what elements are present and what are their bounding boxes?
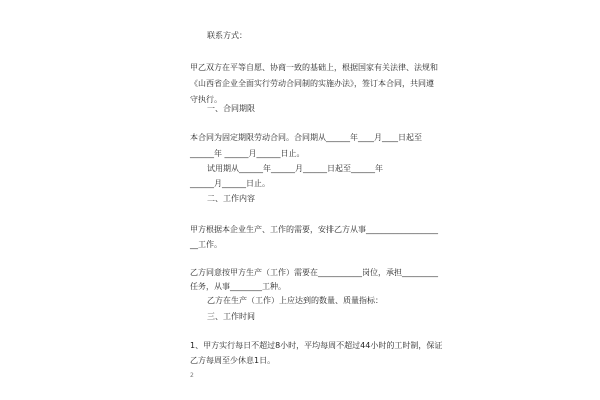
paragraph-line: ______年 ______月______日止。: [190, 149, 305, 158]
paragraph-line: 试用期从______年______月______日起至______年: [207, 164, 383, 173]
paragraph-line: 1、甲方实行每日不超过8小时，平均每周不超过44小时的工时制，保证: [190, 341, 443, 350]
paragraph-line: 甲乙双方在平等自愿、协商一致的基础上，根据国家有关法律、法规和: [190, 63, 438, 72]
paragraph-line: 守执行。: [190, 95, 222, 104]
paragraph-line: 本合同为固定期限劳动合同。合同期从______年____月____日起至: [190, 133, 422, 142]
section-heading: 三、工作时间: [207, 312, 255, 321]
section-heading: 一、合同期限: [207, 104, 255, 113]
paragraph-line: __工作。: [190, 240, 222, 249]
contact-label: 联系方式：: [207, 31, 247, 40]
paragraph-line: 《山西省企业全面实行劳动合同制的实施办法》，签订本合同，共同遵: [190, 79, 434, 88]
page-number: 2: [190, 372, 194, 379]
paragraph-line: ______月______日止。: [190, 179, 270, 188]
paragraph-line: 甲方根据本企业生产、工作的需要，安排乙方从事__________________: [190, 225, 438, 234]
section-heading: 二、工作内容: [207, 194, 255, 203]
paragraph-line: 乙方同意按甲方生产（工作）需要在___________岗位，承担_________: [190, 268, 438, 277]
paragraph-line: 任务，从事________工种。: [190, 282, 286, 291]
paragraph-line: 乙方在生产（工作）上应达到的数量、质量指标：: [207, 296, 383, 305]
paragraph-line: 乙方每周至少休息1日。: [190, 356, 276, 365]
